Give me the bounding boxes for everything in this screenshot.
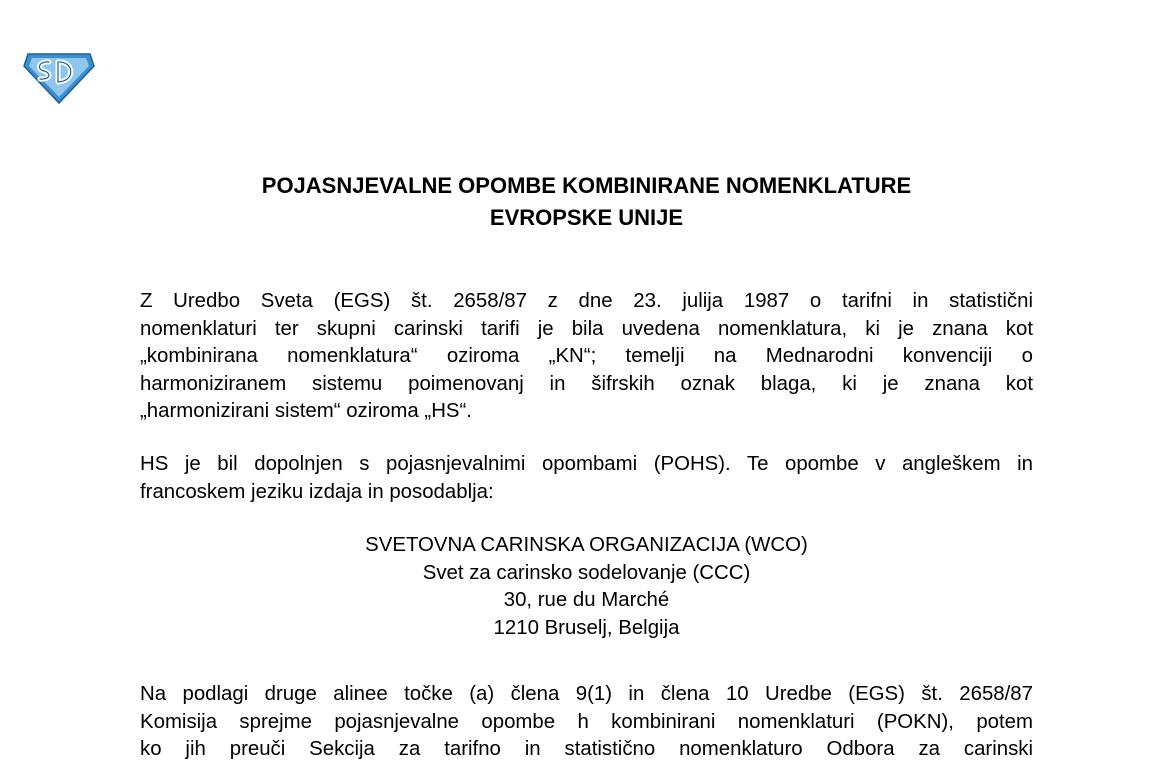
paragraph-line: Z Uredbo Sveta (EGS) št. 2658/87 z dne 23. julija 1987 o tarifni in statistični	[140, 290, 1033, 312]
paragraph-line: Na podlagi druge alinee točke (a) člena 9(1) in člena 10 Uredbe (EGS) št. 2658/87	[140, 683, 1033, 705]
address-org: SVETOVNA CARINSKA ORGANIZACIJA (WCO)	[365, 534, 808, 556]
hs-paragraph	[140, 451, 1033, 506]
address-city: 1210 Bruselj, Belgija	[493, 616, 680, 639]
address-council: Svet za carinsko sodelovanje (CCC)	[422, 561, 751, 584]
wco-address	[140, 532, 1033, 642]
paragraph-line: „kombinirana nomenklatura“ oziroma „KN“; temelji na Mednarodni konvenciji o	[140, 345, 1033, 367]
paragraph-line: francoskem jeziku izdaja in posodablja:	[140, 480, 494, 503]
paragraph-line: HS je bil dopolnjen s pojasnjevalnimi opombami (POHS). Te opombe v angleškem in	[140, 453, 1033, 475]
address-street: 30, rue du Marché	[503, 589, 670, 611]
paragraph-line: nomenklaturi ter skupni carinski tarifi je bila uvedena nomenklatura, ki je znana kot	[140, 317, 1033, 340]
document-title	[140, 170, 1033, 234]
sd-logo-icon	[22, 49, 96, 105]
paragraph-line: ko jih preuči Sekcija za tarifno in statistično nomenklaturo Odbora za carinski	[140, 738, 1033, 760]
intro-paragraph	[140, 288, 1033, 426]
title-line-2: EVROPSKE UNIJE	[489, 205, 684, 230]
paragraph-line: „harmonizirani sistem“ oziroma „HS“.	[140, 400, 472, 422]
paragraph-line: Komisija sprejme pojasnjevalne opombe h kombinirani nomenklaturi (POKN), potem	[140, 710, 1033, 733]
title-line-1: POJASNJEVALNE OPOMBE KOMBINIRANE NOMENKLATURE	[261, 173, 912, 198]
paragraph-line: harmoniziranem sistemu poimenovanj in šifrskih oznak blaga, ki je znana kot	[140, 372, 1033, 395]
regulation-paragraph	[140, 681, 1033, 764]
